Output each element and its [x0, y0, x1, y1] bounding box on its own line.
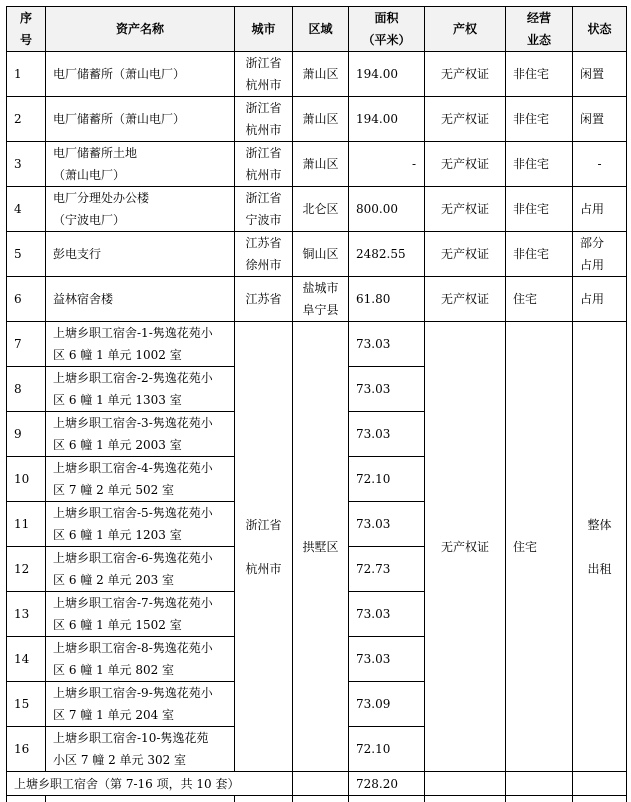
- area: 73.03: [349, 367, 425, 412]
- city: 浙江省 宁波市: [235, 187, 293, 232]
- row-no: 11: [7, 502, 46, 547]
- area: 194.00: [349, 97, 425, 142]
- city: 浙江省 杭州市: [235, 142, 293, 187]
- header-status: 状态: [573, 7, 627, 52]
- asset-name: 电厂分理处办公楼 （宁波电厂）: [46, 187, 235, 232]
- subtotal-row: [7, 772, 627, 796]
- row-no: 1: [7, 52, 46, 97]
- area: -: [349, 142, 425, 187]
- city: 浙江省 杭州市: [235, 97, 293, 142]
- title-status: 无产权证: [425, 277, 506, 322]
- table-row: [7, 52, 627, 97]
- business-use: 非住宅: [506, 142, 573, 187]
- area: 73.03: [349, 502, 425, 547]
- asset-name: 上塘乡职工宿舍-7-隽逸花苑小 区 6 幢 1 单元 1502 室: [46, 592, 235, 637]
- asset-name: 上塘乡职工宿舍-6-隽逸花苑小 区 6 幢 2 单元 203 室: [46, 547, 235, 592]
- district: 北仑区: [293, 187, 349, 232]
- header-area: 面积 （平米）: [349, 7, 425, 52]
- header-city: 城市: [235, 7, 293, 52]
- business-use: 非住宅: [506, 232, 573, 277]
- asset-name: 上塘乡职工宿舍-10-隽逸花苑 小区 7 幢 2 单元 302 室: [46, 727, 235, 772]
- business-use: 非住宅: [506, 97, 573, 142]
- table-row: [7, 97, 627, 142]
- area: 73.03: [349, 637, 425, 682]
- header-district: 区域: [293, 7, 349, 52]
- row-no: 12: [7, 547, 46, 592]
- area: 72.10: [349, 727, 425, 772]
- subtotal-blank: [506, 772, 573, 796]
- row-no: 3: [7, 142, 46, 187]
- row-no: 5: [7, 232, 46, 277]
- row-no: 13: [7, 592, 46, 637]
- asset-status: 闲置: [573, 52, 627, 97]
- row-no: 2: [7, 97, 46, 142]
- group-city: 浙江省 杭州市: [235, 322, 293, 772]
- business-use: 非住宅: [506, 52, 573, 97]
- asset-name: 益林宿舍楼: [46, 277, 235, 322]
- district: 铜山区: [293, 232, 349, 277]
- group-district: 拱墅区: [293, 322, 349, 772]
- city: 浙江省 杭州市: [235, 52, 293, 97]
- subtotal-blank: [293, 772, 349, 796]
- city: 江苏省: [235, 277, 293, 322]
- group-asset-status: 整体 出租: [573, 322, 627, 772]
- district: 萧山区: [293, 142, 349, 187]
- district: 萧山区: [293, 52, 349, 97]
- header-row: [7, 7, 627, 52]
- row-no: 7: [7, 322, 46, 367]
- table-row: [7, 322, 627, 367]
- district: 盐城市 阜宁县: [293, 277, 349, 322]
- subtotal-label: 上塘乡职工宿舍（第 7-16 项，共 10 套）: [7, 772, 293, 796]
- table-row: [7, 277, 627, 322]
- asset-status: 占用: [573, 187, 627, 232]
- asset-name: 上塘乡职工宿舍-4-隽逸花苑小 区 7 幢 2 单元 502 室: [46, 457, 235, 502]
- asset-name: 彭电支行: [46, 232, 235, 277]
- asset-name: 上塘乡职工宿舍-2-隽逸花苑小 区 6 幢 1 单元 1303 室: [46, 367, 235, 412]
- title-status: 无产权证: [425, 52, 506, 97]
- subtotal-blank: [425, 772, 506, 796]
- row-no: 16: [7, 727, 46, 772]
- title-status: 无产权证: [425, 232, 506, 277]
- table-row: [7, 232, 627, 277]
- asset-name: 上塘乡职工宿舍-1-隽逸花苑小 区 6 幢 1 单元 1002 室: [46, 322, 235, 367]
- area: 73.09: [349, 682, 425, 727]
- asset-name: 电厂储蓄所（萧山电厂）: [46, 52, 235, 97]
- business-use: 住宅: [506, 277, 573, 322]
- asset-name: 上塘乡职工宿舍-3-隽逸花苑小 区 6 幢 1 单元 2003 室: [46, 412, 235, 457]
- row-no: 4: [7, 187, 46, 232]
- area: 72.73: [349, 547, 425, 592]
- asset-name: 上塘乡职工宿舍-5-隽逸花苑小 区 6 幢 1 单元 1203 室: [46, 502, 235, 547]
- asset-status: 闲置: [573, 97, 627, 142]
- area: 2482.55: [349, 232, 425, 277]
- area: 194.00: [349, 52, 425, 97]
- area: 61.80: [349, 277, 425, 322]
- row-no: 8: [7, 367, 46, 412]
- group-title-status: 无产权证: [425, 322, 506, 772]
- area: 72.10: [349, 457, 425, 502]
- table-row: [7, 187, 627, 232]
- row-no: 14: [7, 637, 46, 682]
- title-status: 无产权证: [425, 187, 506, 232]
- asset-name: 上塘乡职工宿舍-9-隽逸花苑小 区 7 幢 1 单元 204 室: [46, 682, 235, 727]
- row-no: 10: [7, 457, 46, 502]
- row-no: 9: [7, 412, 46, 457]
- business-use: 非住宅: [506, 187, 573, 232]
- area: 73.03: [349, 322, 425, 367]
- area: 800.00: [349, 187, 425, 232]
- group-business-use: 住宅: [506, 322, 573, 772]
- asset-table: [6, 6, 627, 802]
- asset-name: 电厂储蓄所土地 （萧山电厂）: [46, 142, 235, 187]
- header-title: 产权: [425, 7, 506, 52]
- subtotal-blank: [573, 772, 627, 796]
- district: 萧山区: [293, 97, 349, 142]
- asset-status: -: [573, 142, 627, 187]
- title-status: 无产权证: [425, 142, 506, 187]
- area: 73.03: [349, 592, 425, 637]
- asset-name: 上塘乡职工宿舍-8-隽逸花苑小 区 6 幢 1 单元 802 室: [46, 637, 235, 682]
- header-use: 经营 业态: [506, 7, 573, 52]
- asset-status: 占用: [573, 277, 627, 322]
- asset-status: 部分 占用: [573, 232, 627, 277]
- header-no: 序 号: [7, 7, 46, 52]
- area: 73.03: [349, 412, 425, 457]
- subtotal-area: 728.20: [349, 772, 425, 796]
- row-no: 15: [7, 682, 46, 727]
- title-status: 无产权证: [425, 97, 506, 142]
- header-name: 资产名称: [46, 7, 235, 52]
- table-row: [7, 142, 627, 187]
- row-no: 6: [7, 277, 46, 322]
- city: 江苏省 徐州市: [235, 232, 293, 277]
- asset-name: 电厂储蓄所（萧山电厂）: [46, 97, 235, 142]
